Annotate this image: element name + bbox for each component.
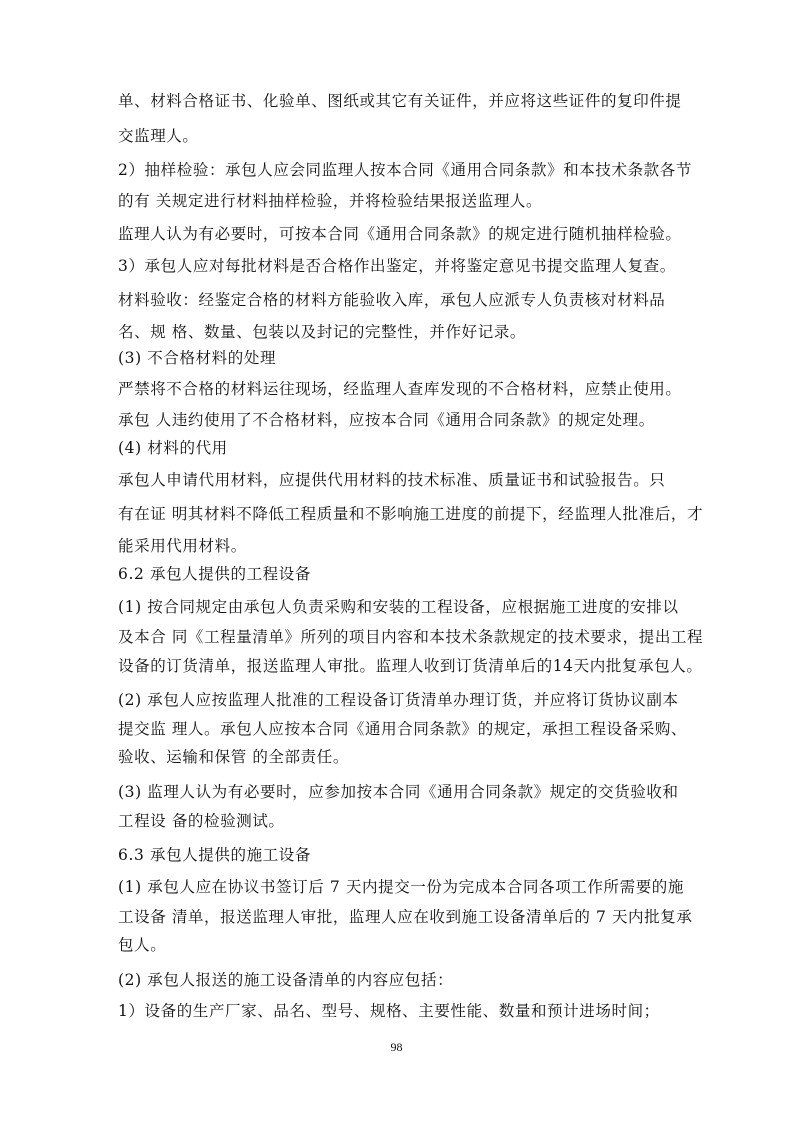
text-line: (2) 承包人报送的施工设备清单的内容应包括：	[118, 971, 454, 989]
text-line: 单、材料合格证书、化验单、图纸或其它有关证件，并应将这些证件的复印件提	[118, 92, 682, 110]
text-line: 材料验收：经鉴定合格的材料方能验收入库，承包人应派专人负责核对材料品	[118, 291, 666, 309]
text-line: (2) 承包人应按监理人批准的工程设备订货清单办理订货，并应将订货协议副本	[118, 691, 679, 709]
text-line: 2）抽样检验：承包人应会同监理人按本合同《通用合同条款》和本技术条款各节	[118, 161, 692, 179]
text-line: 有在证 明其材料不降低工程质量和不影响施工进度的前提下，经监理人批准后，才	[118, 505, 704, 523]
text-line: 交监理人。	[118, 127, 199, 145]
text-line: 验收、运输和保管 的全部责任。	[118, 748, 349, 766]
section-heading: 6.3 承包人提供的施工设备	[118, 846, 311, 864]
section-heading: (4) 材料的代用	[118, 439, 228, 457]
text-line: 3）承包人应对每批材料是否合格作出鉴定，并将鉴定意见书提交监理人复查。	[118, 257, 676, 275]
text-line: 工程设 备的检验测试。	[118, 812, 285, 830]
text-line: 工设备 清单，报送监理人审批，监理人应在收到施工设备清单后的 7 天内批复承	[118, 908, 693, 926]
text-line: 承包 人违约使用了不合格材料，应按本合同《通用合同条款》的规定处理。	[118, 411, 655, 429]
text-line: 设备的订货清单，报送监理人审批。监理人收到订货清单后的14天内批复承包人。	[118, 657, 703, 675]
text-line: 提交监 理人。承包人应按本合同《通用合同条款》的规定，承担工程设备采购、	[118, 720, 688, 738]
text-line: 包人。	[118, 936, 167, 954]
section-heading: 6.2 承包人提供的工程设备	[118, 565, 311, 583]
text-line: 严禁将不合格的材料运往现场，经监理人查库发现的不合格材料，应禁止使用。	[118, 380, 682, 398]
text-line: 及本合 同《工程量清单》所列的项目内容和本技术条款规定的技术要求，提出工程	[118, 628, 704, 646]
text-line: 承包人申请代用材料，应提供代用材料的技术标准、质量证书和试验报告。只	[118, 471, 666, 489]
text-line: (3) 监理人认为有必要时，应参加按本合同《通用合同条款》规定的交货验收和	[118, 783, 679, 801]
text-line: 名、规 格、数量、包装以及封记的完整性，并作好记录。	[118, 323, 527, 341]
text-line: (1) 按合同规定由承包人负责采购和安装的工程设备，应根据施工进度的安排以	[118, 598, 679, 616]
text-line: 监理人认为有必要时，可按本合同《通用合同条款》的规定进行随机抽样检验。	[118, 225, 682, 243]
text-line: (1) 承包人应在协议书签订后 7 天内提交一份为完成本合同各项工作所需要的施	[118, 878, 685, 896]
text-line: 能采用代用材料。	[118, 537, 247, 555]
section-heading: (3) 不合格材料的处理	[118, 349, 277, 367]
page-number: 98	[390, 1040, 403, 1054]
text-line: 1）设备的生产厂家、品名、型号、规格、主要性能、数量和预计进场时间；	[118, 1002, 660, 1020]
text-line: 的有 关规定进行材料抽样检验，并将检验结果报送监理人。	[118, 192, 543, 210]
